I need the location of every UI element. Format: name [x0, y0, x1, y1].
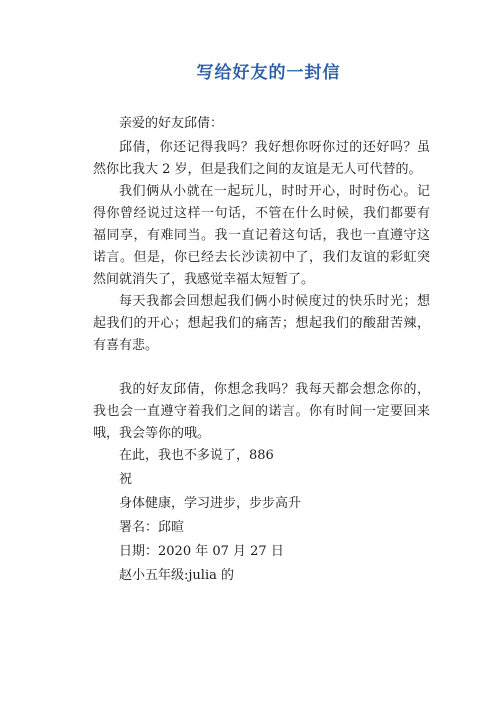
paragraph-gap	[93, 357, 430, 379]
letter-paragraph-3: 每天我都会回想起我们俩小时候度过的快乐时光；想起我们的开心；想起我们的痛苦；想起我们的酸甜苦辣，有喜有悲。	[93, 294, 430, 353]
letter-greeting: 亲爱的好友邱倩：	[119, 116, 224, 131]
letter-class-author: 赵小五年级:julia 的	[119, 568, 234, 583]
letter-closing: 在此，我也不多说了，886	[119, 448, 274, 463]
letter-paragraph-4: 我的好友邱倩，你想念我吗？我每天都会想念你的，我也会一直遵守着我们之间的诺言。你有时间一定要回来哦，我会等你的哦。	[93, 382, 430, 441]
letter-title: 写给好友的一封信	[196, 63, 341, 83]
letter-paragraph-2: 我们俩从小就在一起玩儿，时时开心，时时伤心。记得你曾经说过这样一句话，不管在什么时候，我们都要有福同享，有难同当。我一直记着这句话，我也一直遵守这诺言。但是，你已经去长沙读初中了，我们友谊的彩虹突然间就消失了，我感觉幸福太短暂了。	[93, 184, 430, 287]
letter-signature: 署名：邱暄	[119, 520, 185, 535]
letter-wish: 祝	[119, 472, 133, 487]
letter-blessing: 身体健康，学习进步，步步高升	[119, 496, 302, 511]
letter-date: 日期：2020 年 07 月 27 日	[119, 544, 284, 559]
letter-paragraph-1: 邱倩，你还记得我吗？我好想你呀你过的还好吗？虽然你比我大 2 岁，但是我们之间的友谊是无人可代替的。	[93, 140, 430, 177]
